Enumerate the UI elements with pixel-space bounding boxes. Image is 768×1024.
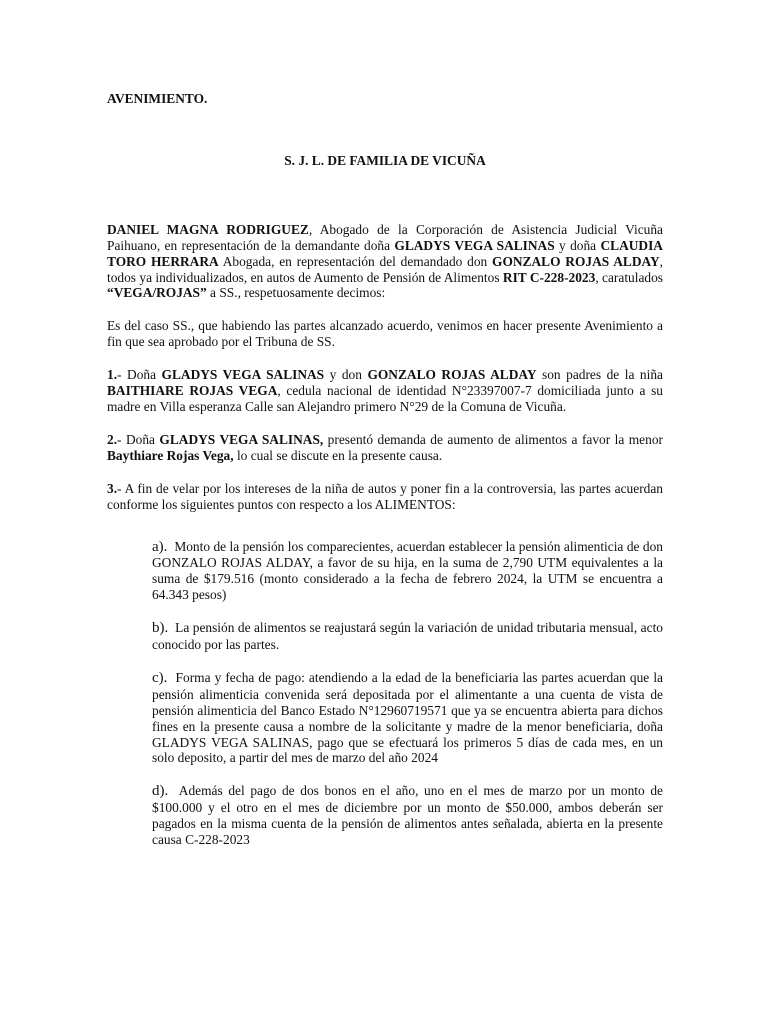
mother-name: GLADYS VEGA SALINAS,: [159, 431, 324, 447]
clause-text: Además del pago de dos bonos en el año, uno en el mes de marzo por un monto de $100.000 y el otro en el mes de diciembre por un monto de $50.000, ambos deberán ser pagados en la misma cuenta de la pensión de alimentos antes señalada, abierta en la presente causa C-228-2023: [152, 783, 663, 848]
clause-marker: c).: [152, 669, 168, 686]
clause-a: [107, 539, 663, 604]
text-segment: , Abogado de la Corporación de Asistencia Judicial Vicuña Paihuano, en representación de la demandante doña: [107, 221, 663, 253]
point-number: 1.: [107, 367, 118, 383]
document-heading: AVENIMIENTO.: [107, 91, 208, 106]
clause-marker: a).: [152, 538, 168, 555]
text-segment: , cedula nacional de identidad N°23397007-7 domiciliada junto a su madre en Villa esperanza Calle san Alejandro primero N°29 de la Comuna de Vicuña.: [107, 383, 664, 414]
text-segment: - Doña: [117, 367, 162, 383]
point-2-paragraph: [107, 432, 663, 464]
child-name: BAITHIARE ROJAS VEGA: [107, 383, 278, 399]
text-segment: , todos ya individualizados, en autos de Aumento de Pensión de Alimentos: [107, 253, 663, 285]
text-segment: presentó demanda de aumento de alimentos a favor la menor: [323, 431, 663, 447]
text-segment: - Doña: [117, 431, 160, 447]
clause-marker: b).: [152, 620, 169, 637]
mother-name: GLADYS VEGA SALINAS: [161, 367, 325, 383]
text-segment: lo cual se discute en la presente causa.: [233, 447, 443, 463]
text-segment: son padres de la niña: [536, 367, 663, 383]
point-1-paragraph: [107, 367, 663, 415]
point-number: 3.: [107, 480, 118, 496]
father-name: GONZALO ROJAS ALDAY: [367, 367, 537, 383]
text-segment: y don: [324, 367, 368, 383]
defendant-name: GONZALO ROJAS ALDAY: [492, 253, 660, 269]
clause-c: [107, 670, 663, 766]
clause-d: [107, 783, 663, 848]
case-caption: “VEGA/ROJAS”: [107, 285, 207, 301]
clause-b: [107, 620, 663, 653]
text-segment: Es del caso SS., que habiendo las partes alcanzado acuerdo, venimos en hacer presente Avenimiento a fin que sea aprobado por el Tribuna de SS.: [107, 318, 663, 350]
child-name: Baythiare Rojas Vega,: [107, 447, 234, 463]
clause-text: Monto de la pensión los comparecientes, acuerdan establecer la pensión alimenticia de don GONZALO ROJAS ALDAY, a favor de su hija, en la suma de 2,790 UTM equivalentes a la suma de $179.516 (monto considerado a la fecha de febrero 2024, la UTM se encuentra a 64.343 pesos): [152, 538, 663, 603]
text-segment: Abogada, en representación del demandado don: [218, 253, 493, 269]
attorney-name: CLAUDIA TORO HERRARA: [107, 237, 663, 269]
point-number: 2.: [107, 431, 118, 447]
intro-paragraph: [107, 222, 663, 302]
text-segment: a SS., respetuosamente decimos:: [206, 285, 386, 301]
plaintiff-name: GLADYS VEGA SALINAS: [394, 237, 555, 253]
text-segment: y doña: [554, 237, 601, 253]
lawyer-name: DANIEL MAGNA RODRIGUEZ: [107, 221, 309, 237]
case-paragraph: [107, 318, 663, 350]
case-number: RIT C-228-2023: [502, 269, 596, 285]
court-title: S. J. L. DE FAMILIA DE VICUÑA: [284, 152, 486, 168]
clause-marker: d).: [152, 783, 169, 800]
clause-text: La pensión de alimentos se reajustará según la variación de unidad tributaria mensual, acto conocido por las partes.: [152, 620, 663, 653]
point-3-paragraph: [107, 481, 663, 513]
text-segment: , caratulados: [595, 269, 664, 285]
text-segment: - A fin de velar por los intereses de la niña de autos y poner fin a la controversia, las partes acuerdan conforme los siguientes puntos con respecto a los ALIMENTOS:: [107, 480, 663, 512]
clause-text: Forma y fecha de pago: atendiendo a la edad de la beneficiaria las partes acuerdan que la pensión alimenticia convenida será depositada por el alimentante a una cuenta de vista de pensión alimenticia del Banco Estado N°12960719571 que ya se encuentra abierta para dichos fines en la presente causa a nombre de la solicitante y madre de la menor beneficiaria, doña GLADYS VEGA SALINAS, pago que se efectuará los primeros 5 días de cada mes, en un solo deposito, a partir del mes de marzo del año 2024: [152, 669, 663, 766]
